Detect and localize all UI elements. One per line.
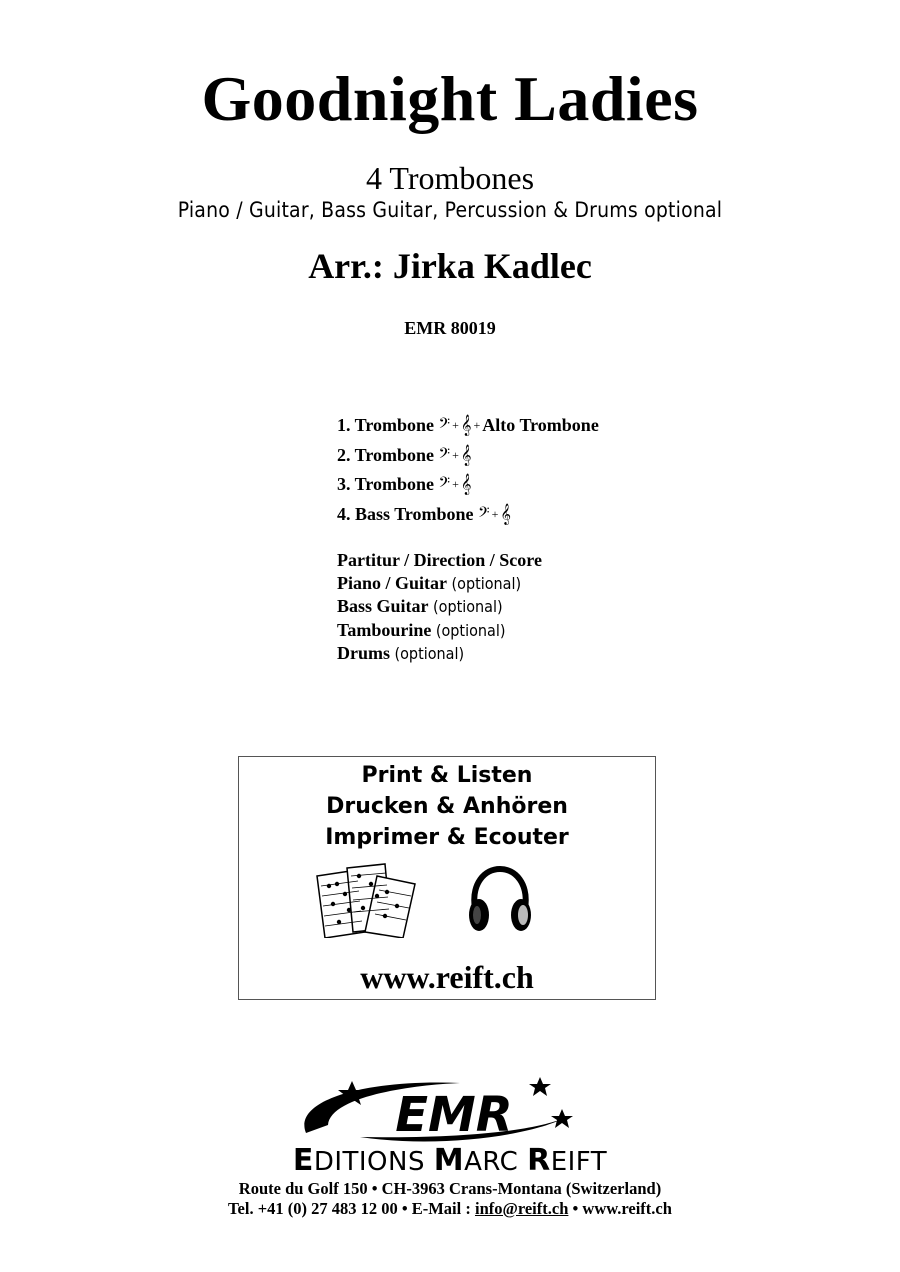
logo-text: EMR: [395, 1087, 513, 1143]
part-row: [337, 442, 599, 472]
instrumentation-note: Piano / Guitar, Bass Guitar, Percussion & Drums optional: [177, 198, 723, 222]
part-row: [337, 412, 599, 442]
treble-clef-icon: 𝄞: [460, 444, 472, 466]
score-title: Goodnight Ladies: [201, 63, 699, 134]
part-label: 1. Trombone: [337, 415, 435, 435]
print-line: Print & Listen: [361, 763, 533, 788]
list-item: [337, 619, 542, 643]
emr-logo: [300, 1075, 600, 1145]
treble-clef-icon: 𝄞: [460, 474, 472, 495]
print-listen-box: [238, 756, 656, 1000]
extra-note: (optional): [394, 644, 465, 664]
extra-label: Bass Guitar: [337, 596, 429, 617]
plus-sign: +: [452, 447, 459, 462]
extra-label: Piano / Guitar: [337, 572, 448, 593]
extra-note: (optional): [433, 597, 503, 617]
bass-clef-icon: 𝄢: [438, 415, 451, 436]
bass-clef-icon: 𝄢: [478, 503, 490, 525]
publisher-contact: [0, 1199, 900, 1219]
print-line: Drucken & Anhören: [326, 794, 568, 819]
arranger: Arr.: Jirka Kadlec: [308, 246, 592, 286]
part-label: 3. Trombone: [337, 474, 435, 494]
list-item: [337, 595, 542, 619]
part-label: 2. Trombone: [337, 444, 435, 465]
extra-label: Tambourine: [337, 619, 432, 640]
extra-label: Drums: [337, 643, 390, 664]
part-row: [337, 501, 599, 531]
extras-list: [337, 549, 542, 666]
extra-label: Partitur / Direction / Score: [337, 550, 542, 570]
bass-clef-icon: 𝄢: [438, 474, 451, 495]
publisher-address: Route du Golf 150 • CH-3963 Crans-Montana (Switzerland): [238, 1179, 662, 1198]
treble-clef-icon: 𝄞: [460, 415, 472, 436]
plus-sign: +: [491, 506, 499, 521]
part-suffix: Alto Trombone: [482, 415, 599, 435]
plus-sign: +: [452, 418, 459, 432]
catalog-number: EMR 80019: [404, 318, 496, 338]
bass-clef-icon: 𝄢: [438, 444, 451, 466]
list-item: [337, 642, 542, 666]
website-text: • www.reift.ch: [568, 1199, 672, 1218]
part-label: 4. Bass Trombone: [337, 503, 474, 524]
list-item: [337, 549, 542, 572]
plus-sign: +: [452, 477, 459, 491]
publisher-name: EDITIONS MARC REIFT: [292, 1143, 608, 1178]
telephone-text: Tel. +41 (0) 27 483 12 00 • E-Mail :: [228, 1199, 475, 1218]
sheet-music-icon: [313, 862, 423, 938]
part-row: [337, 471, 599, 501]
email-link[interactable]: info@reift.ch: [474, 1199, 569, 1218]
parts-list: [337, 412, 599, 530]
extra-note: (optional): [435, 620, 506, 640]
score-subtitle: 4 Trombones: [365, 160, 535, 196]
extra-note: (optional): [451, 573, 522, 593]
list-item: [337, 572, 542, 596]
website-url: www.reift.ch: [360, 959, 534, 995]
plus-sign: +: [473, 418, 481, 432]
headphones-icon: [465, 865, 535, 937]
print-line: Imprimer & Ecouter: [325, 825, 569, 850]
treble-clef-icon: 𝄞: [500, 503, 512, 525]
